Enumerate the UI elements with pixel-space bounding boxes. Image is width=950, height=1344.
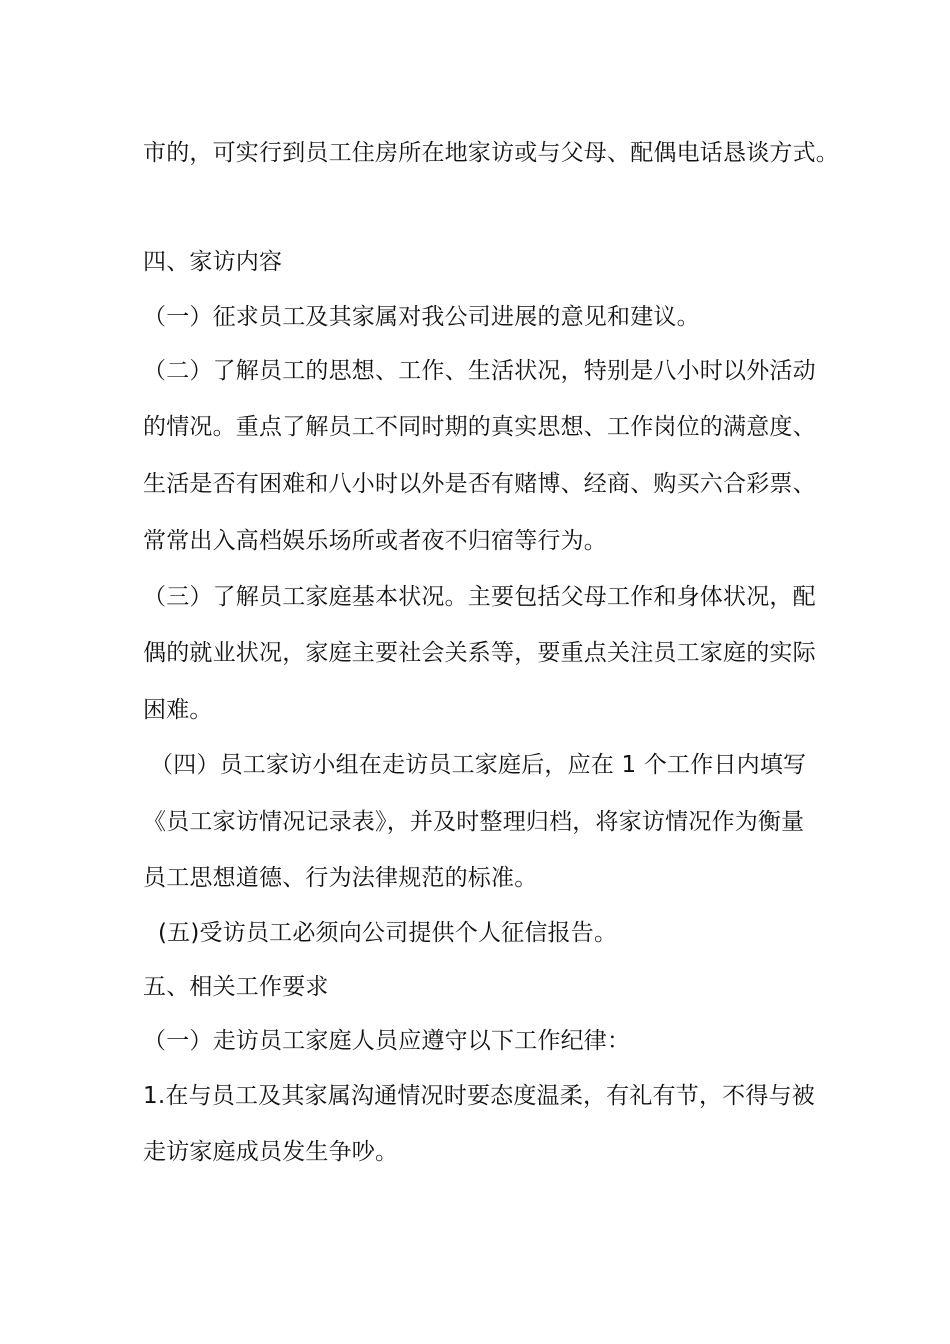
text-line: 困难。 (143, 697, 213, 723)
text-line: (五)受访员工必须向公司提供个人征信报告。 (158, 920, 618, 946)
text-line: （一）走访员工家庭人员应遵守以下工作纪律： (143, 1028, 631, 1054)
text-line: 生活是否有困难和八小时以外是否有赌博、经商、购买六合彩票、 (143, 471, 816, 497)
text-line: 《员工家访情况记录表》，并及时整理归档，将家访情况作为衡量 (143, 809, 805, 835)
text-line: 1.在与员工及其家属沟通情况时要态度温柔，有礼有节，不得与被 (143, 1083, 815, 1109)
text-line: 的情况。重点了解员工不同时期的真实思想、工作岗位的满意度、 (143, 414, 816, 440)
text-line: （一）征求员工及其家属对我公司进展的意见和建议。 (143, 304, 700, 330)
section-heading: 五、相关工作要求 (143, 974, 329, 1000)
text-line: 员工思想道德、行为法律规范的标准。 (143, 865, 538, 891)
text-line: 常常出入高档娱乐场所或者夜不归宿等行为。 (143, 528, 607, 554)
text-line: 市的，可实行到员工住房所在地家访或与父母、配偶电话恳谈方式。 (143, 140, 839, 166)
section-heading: 四、家访内容 (143, 249, 283, 275)
text-line: （四）员工家访小组在走访员工家庭后，应在 1 个工作日内填写 (150, 752, 807, 778)
text-line: 走访家庭成员发生争吵。 (143, 1139, 399, 1165)
text-line: （二）了解员工的思想、工作、生活状况，特别是八小时以外活动 (143, 358, 816, 384)
text-line: （三）了解员工家庭基本状况。主要包括父母工作和身体状况，配 (143, 584, 816, 610)
text-line: 偶的就业状况，家庭主要社会关系等，要重点关注员工家庭的实际 (143, 640, 816, 666)
